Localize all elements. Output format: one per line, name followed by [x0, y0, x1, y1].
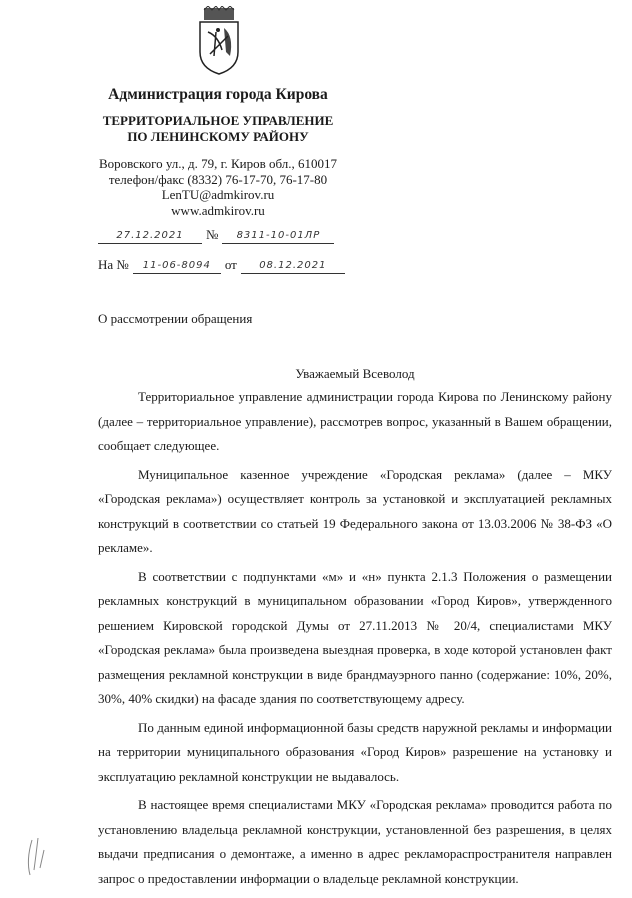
reply-to-date: 08.12.2021: [241, 259, 345, 274]
paragraph: По данным единой информационной базы средств наружной рекламы и информации на территории муниципального образования «Город Киров» разрешение на установку и эксплуатацию рекламной конструкции не выдавалось.: [98, 719, 612, 784]
outgoing-registration: [98, 226, 334, 244]
department-name: [88, 113, 348, 145]
coat-of-arms-icon: [196, 6, 242, 81]
handwritten-mark-icon: [22, 830, 52, 885]
number-label: №: [206, 227, 219, 242]
greeting: Уважаемый Всеволод: [295, 366, 415, 381]
reply-to-number: 11-06-8094: [133, 259, 221, 274]
from-label: от: [224, 257, 237, 272]
address: Воровского ул., д. 79, г. Киров обл., 610017: [98, 156, 338, 171]
website: www.admkirov.ru: [171, 202, 265, 218]
incoming-reference: [98, 256, 345, 274]
paragraph: В настоящее время специалистами МКУ «Городская реклама» проводится работа по установлению владельца рекламной конструкции, установленной без разрешения, в целях выдачи предписания о демонтаже, а именно в адрес рекламораспространителя направлен запрос о предоставлении информации о владельце рекламной конструкции.: [98, 797, 612, 886]
subject: О рассмотрении обращения: [98, 311, 253, 326]
organization-name: Администрация города Кирова: [108, 86, 328, 103]
phone: телефон/факс (8332) 76-17-70, 76-17-80: [108, 171, 328, 187]
outgoing-number: 8311-10-01ЛР: [222, 229, 334, 244]
contact-block: [88, 156, 348, 218]
department-line: ПО ЛЕНИНСКОМУ РАЙОНУ: [127, 129, 309, 144]
paragraph: Территориальное управление администрации города Кирова по Ленинскому району (далее – территориальное управление), рассмотрев вопрос, указанный в Вашем обращении, сообщает следующее.: [98, 389, 612, 453]
reply-to-label: На №: [98, 257, 129, 272]
department-line: ТЕРРИТОРИАЛЬНОЕ УПРАВЛЕНИЕ: [102, 113, 334, 128]
paragraph: В соответствии с подпунктами «м» и «н» пункта 2.1.3 Положения о размещении рекламных конструкций в муниципальном образовании «Город Киров», утвержденного решением Кировской городской Думы от 27.11.2013 № 20/4, специалистами МКУ «Городская реклама» была произведена выездная проверка, в ходе которой установлен факт размещения рекламной конструкции в виде брандмауэрного панно (содержание: 10%, 20%, 30%, 40% скидки) на фасаде здания по соответствующему адресу.: [98, 568, 612, 706]
email: LenTU@admkirov.ru: [161, 187, 275, 202]
paragraph: Муниципальное казенное учреждение «Городская реклама» (далее – МКУ «Городская реклама») осуществляет контроль за установкой и эксплуатацией рекламных конструкций в соответствии со статьей 19 Федерального закона от 13.03.2006 № 38-ФЗ «О рекламе».: [98, 466, 612, 555]
letter-body: [98, 385, 612, 895]
outgoing-date: 27.12.2021: [98, 229, 202, 244]
